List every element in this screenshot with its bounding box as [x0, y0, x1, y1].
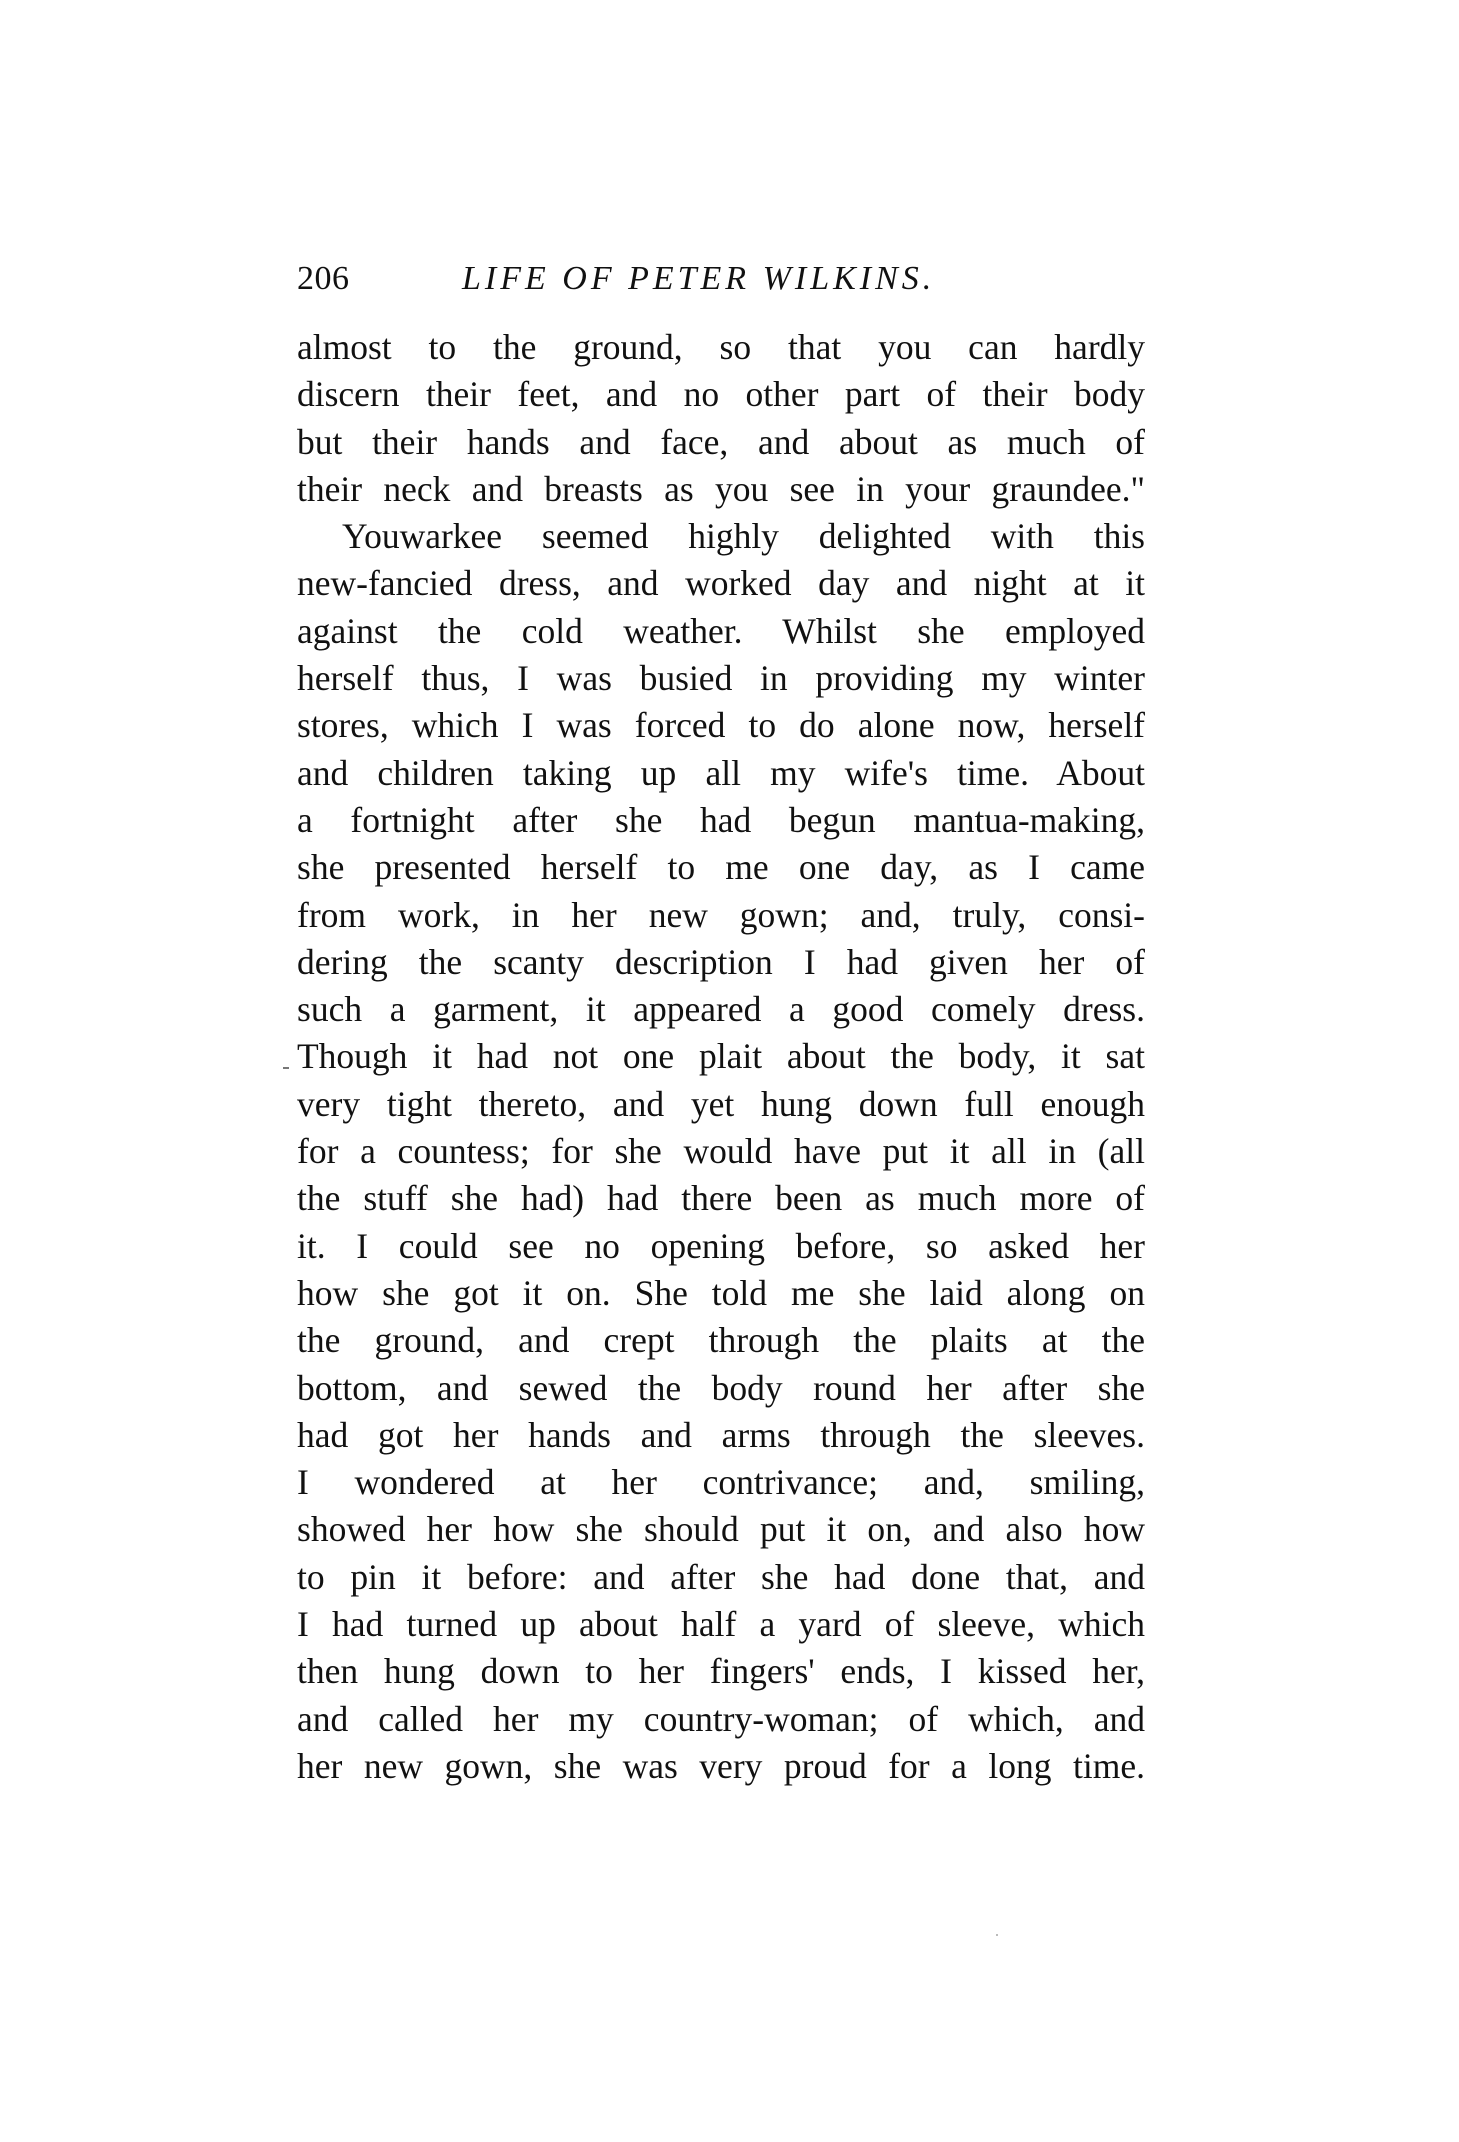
text-line: I had turned up about half a yard of sleeve, which	[297, 1604, 1145, 1645]
text-line: I wondered at her contrivance; and, smiling,	[297, 1462, 1145, 1503]
running-title: LIFE OF PETER WILKINS.	[462, 260, 936, 297]
text-line: bottom, and sewed the body round her after she	[297, 1367, 1145, 1408]
text-line: new-fancied dress, and worked day and night at it	[297, 563, 1145, 604]
text-line: discern their feet, and no other part of their body	[297, 374, 1145, 415]
text-line: how she got it on. She told me she laid along on	[297, 1272, 1145, 1313]
running-head	[297, 254, 1147, 304]
text-line: to pin it before: and after she had done that, and	[297, 1556, 1145, 1597]
text-line: against the cold weather. Whilst she employed	[297, 610, 1145, 651]
text-line: showed her how she should put it on, and also how	[297, 1509, 1145, 1550]
text-line: dering the scanty description I had given her of	[297, 941, 1145, 982]
text-line: Though it had not one plait about the body, it sat	[297, 1036, 1145, 1077]
page-number: 206	[297, 260, 350, 297]
text-line: and children taking up all my wife's time. About	[297, 752, 1145, 793]
margin-mark	[283, 1067, 289, 1069]
text-line: had got her hands and arms through the sleeves.	[297, 1414, 1145, 1455]
text-line: the ground, and crept through the plaits at the	[297, 1320, 1145, 1361]
text-line: such a garment, it appeared a good comely dress.	[297, 989, 1145, 1030]
text-line: very tight thereto, and yet hung down full enough	[297, 1083, 1145, 1124]
text-line: for a countess; for she would have put it all in (all	[297, 1131, 1145, 1172]
text-line: Youwarkee seemed highly delighted with this	[342, 516, 1145, 557]
text-line: stores, which I was forced to do alone now, herself	[297, 705, 1145, 746]
text-line: a fortnight after she had begun mantua-making,	[297, 799, 1145, 840]
text-line: then hung down to her fingers' ends, I kissed her,	[297, 1651, 1145, 1692]
text-line: the stuff she had) had there been as much more of	[297, 1178, 1145, 1219]
text-line: their neck and breasts as you see in your graundee."	[297, 468, 1145, 509]
text-line: herself thus, I was busied in providing my winter	[297, 658, 1145, 699]
text-line: it. I could see no opening before, so asked her	[297, 1225, 1145, 1266]
text-line: from work, in her new gown; and, truly, consi-	[297, 894, 1145, 935]
body-text	[297, 324, 1145, 1790]
text-line: she presented herself to me one day, as I came	[297, 847, 1145, 888]
paper-speck	[996, 1934, 998, 1936]
text-line: her new gown, she was very proud for a long time.	[297, 1745, 1145, 1786]
text-line: and called her my country-woman; of which, and	[297, 1698, 1145, 1739]
text-line: but their hands and face, and about as much of	[297, 421, 1145, 462]
text-line: almost to the ground, so that you can hardly	[297, 327, 1145, 367]
